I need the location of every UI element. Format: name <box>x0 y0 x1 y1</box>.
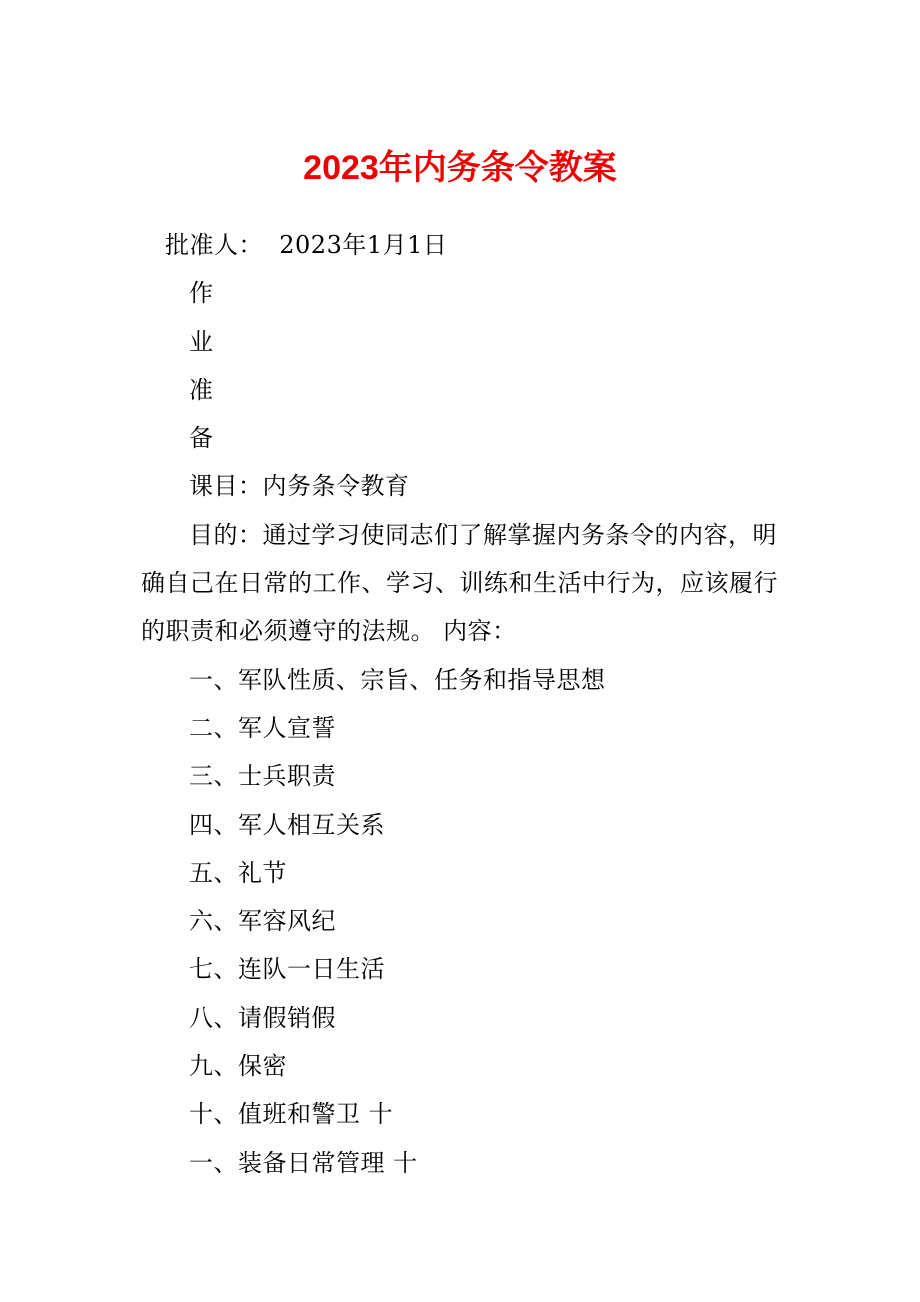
subject-line: 课目：内务条令教育 <box>189 472 410 501</box>
approval-label: 批准人： <box>165 231 263 259</box>
purpose-line: 确自己在日常的工作、学习、训练和生活中行为，应该履行 <box>141 569 778 598</box>
document-body <box>141 221 791 1187</box>
content-item: 十、值班和警卫 十 <box>189 1100 394 1129</box>
prep-char: 作 <box>189 279 214 308</box>
approval-date: 2023年1月1日 <box>279 231 448 259</box>
prep-char: 准 <box>189 375 214 404</box>
content-item: 六、军容风纪 <box>189 907 336 936</box>
prep-char: 业 <box>189 327 214 356</box>
content-item: 一、军队性质、宗旨、任务和指导思想 <box>189 665 606 694</box>
content-item: 一、装备日常管理 十 <box>189 1148 418 1177</box>
prep-char: 备 <box>189 424 214 453</box>
document-title: 2023年内务条令教案 <box>303 149 617 187</box>
content-item: 四、军人相互关系 <box>189 810 385 839</box>
content-item: 七、连队一日生活 <box>189 955 385 984</box>
content-item: 二、军人宣誓 <box>189 713 336 742</box>
purpose-line: 目的：通过学习使同志们了解掌握内务条令的内容，明 <box>189 520 777 549</box>
content-item: 三、士兵职责 <box>189 762 336 791</box>
content-item: 八、请假销假 <box>189 1003 336 1032</box>
content-item: 九、保密 <box>189 1052 287 1081</box>
content-item: 五、礼节 <box>189 858 287 887</box>
approval-line <box>141 221 791 269</box>
purpose-line: 的职责和必须遵守的法规。 内容： <box>141 617 517 646</box>
